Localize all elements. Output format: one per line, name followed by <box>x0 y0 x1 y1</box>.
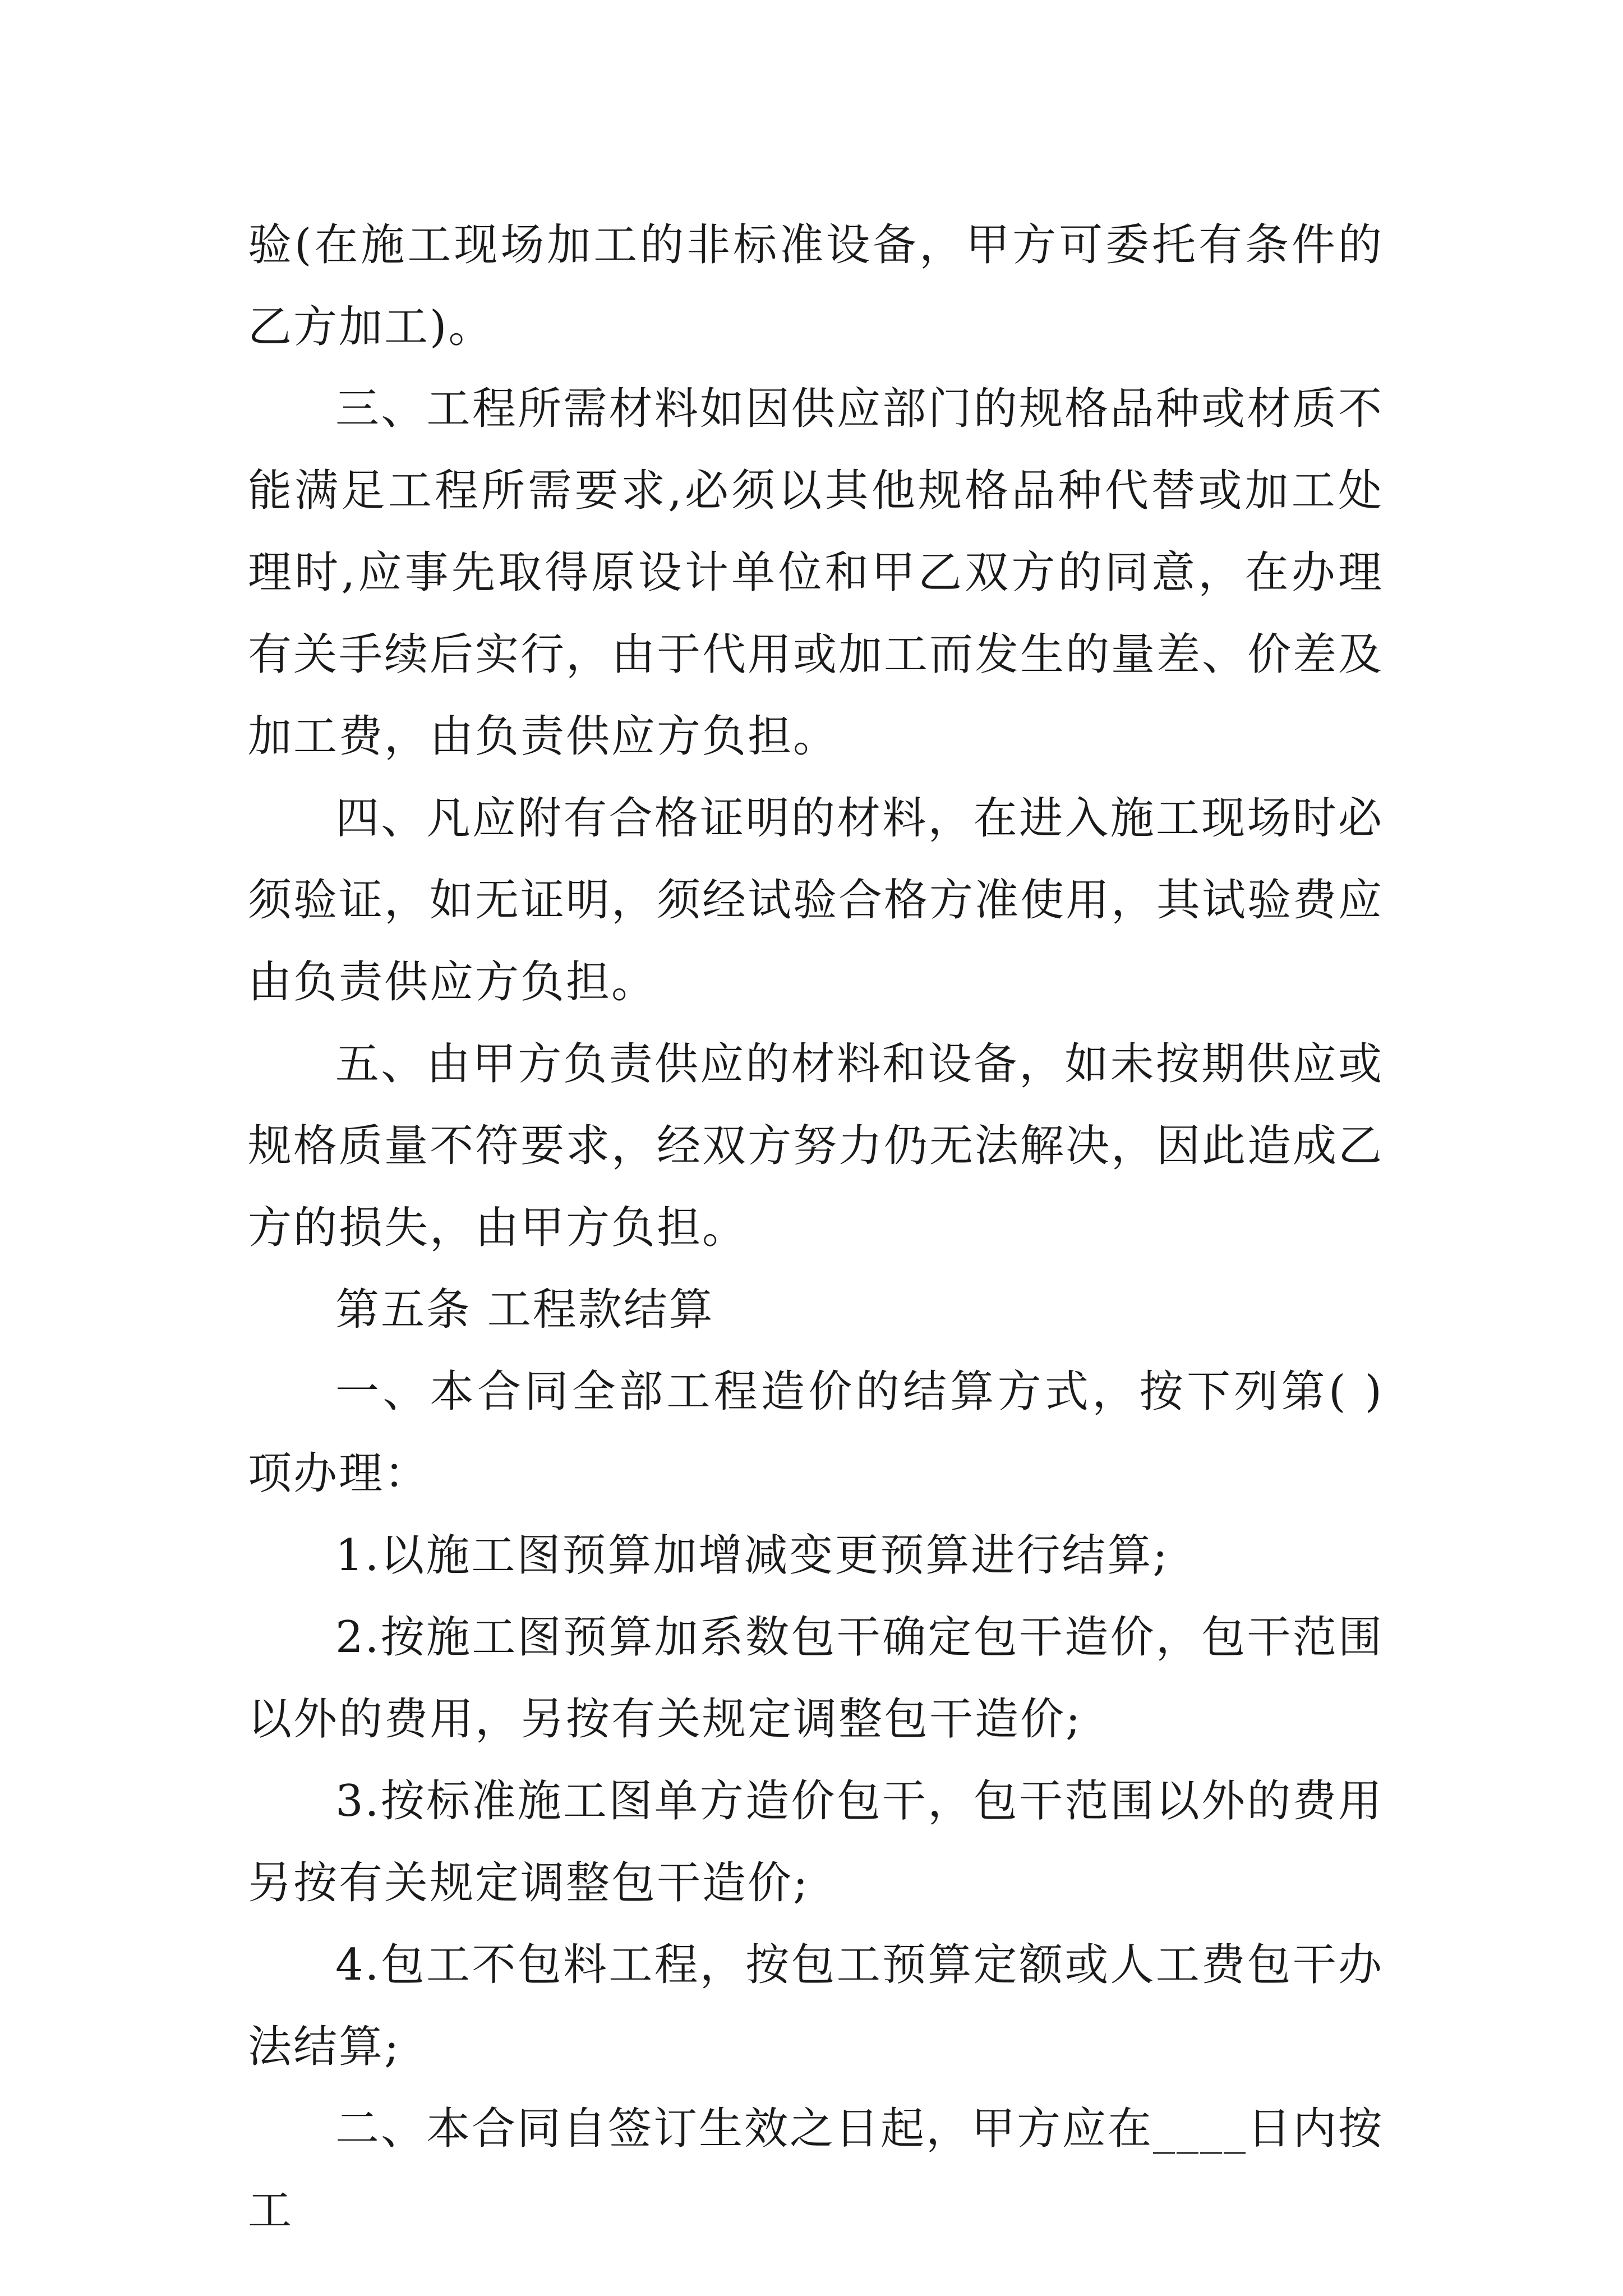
document-body <box>248 204 1384 2252</box>
section-heading-article-5: 第五条 工程款结算 <box>335 1285 714 1335</box>
paragraph-continuation: 验(在施工现场加工的非标准设备，甲方可委托有条件的乙方加工)。 <box>248 220 1384 352</box>
paragraph-settlement-2: 二、本合同自签订生效之日起，甲方应在____日内按工 <box>248 2104 1384 2236</box>
list-item-2: 2.按施工图预算加系数包干确定包干造价，包干范围以外的费用，另按有关规定调整包干造价; <box>248 1612 1384 1745</box>
paragraph-clause-4: 四、凡应附有合格证明的材料，在进入施工现场时必须验证，如无证明，须经试验合格方准使用，其试验费应由负责供应方负担。 <box>248 793 1384 1007</box>
paragraph-clause-5: 五、由甲方负责供应的材料和设备，如未按期供应或规格质量不符要求，经双方努力仍无法解决，因此造成乙方的损失，由甲方负担。 <box>248 1039 1384 1253</box>
paragraph-settlement-1: 一、本合同全部工程造价的结算方式，按下列第( )项办理： <box>248 1366 1384 1499</box>
list-item-1: 1.以施工图预算加增减变更预算进行结算; <box>335 1530 1169 1581</box>
paragraph-clause-3: 三、工程所需材料如因供应部门的规格品种或材质不能满足工程所需要求,必须以其他规格品种代替或加工处理时,应事先取得原设计单位和甲乙双方的同意，在办理有关手续后实行，由于代用或加工而发生的量差、价差及加工费，由负责供应方负担。 <box>248 384 1384 762</box>
list-item-3: 3.按标准施工图单方造价包干，包干范围以外的费用另按有关规定调整包干造价; <box>248 1776 1384 1908</box>
list-item-4: 4.包工不包料工程，按包工预算定额或人工费包干办法结算; <box>248 1940 1384 2072</box>
